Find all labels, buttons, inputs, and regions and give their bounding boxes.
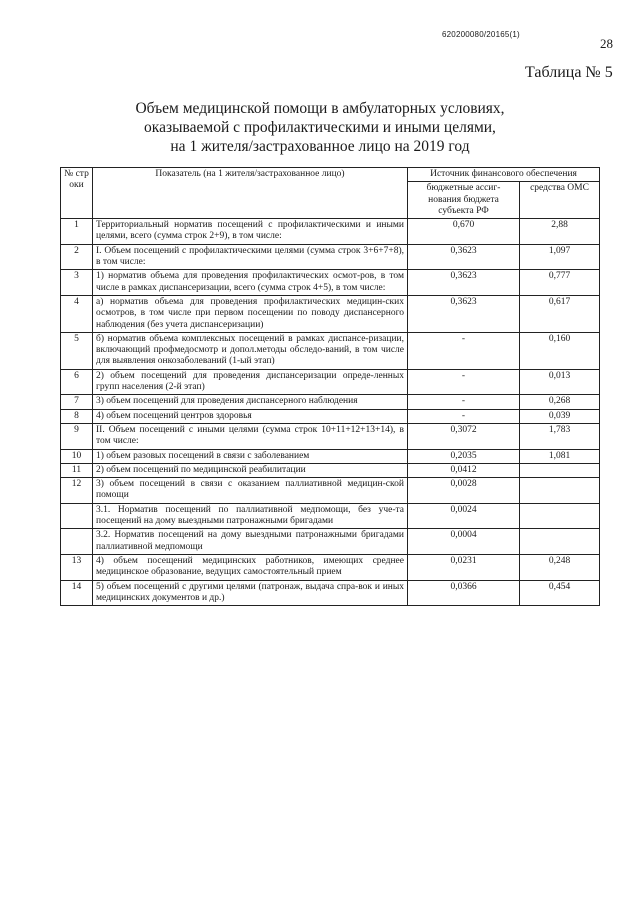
table-row <box>61 270 600 296</box>
budget-value-cell: 0,3072 <box>408 423 520 449</box>
indicator-cell: 1) объем разовых посещений в связи с заболеванием <box>93 449 408 463</box>
row-number-cell: 7 <box>61 395 93 409</box>
table-row <box>61 463 600 477</box>
oms-value-cell <box>520 529 600 555</box>
volume-table <box>60 167 600 606</box>
oms-value-cell: 0,454 <box>520 580 600 606</box>
title-line: Объем медицинской помощи в амбулаторных условиях, <box>135 100 505 117</box>
oms-value-cell <box>520 478 600 504</box>
budget-value-cell: 0,3623 <box>408 295 520 332</box>
indicator-cell: 5) объем посещений с другими целями (патронаж, выдача спра-вок и иных медицинских документов и др.) <box>93 580 408 606</box>
oms-value-cell: 0,039 <box>520 409 600 423</box>
oms-value-cell <box>520 463 600 477</box>
oms-value-cell: 2,88 <box>520 219 600 245</box>
oms-value-cell: 0,013 <box>520 369 600 395</box>
table-row <box>61 423 600 449</box>
budget-value-cell: 0,0231 <box>408 554 520 580</box>
header-oms: средства ОМС <box>520 182 600 219</box>
oms-value-cell: 0,160 <box>520 332 600 369</box>
indicator-cell: II. Объем посещений с иными целями (сумма строк 10+11+12+13+14), в том числе: <box>93 423 408 449</box>
row-number-cell <box>61 503 93 529</box>
page-number: 28 <box>600 36 613 51</box>
row-number-cell: 14 <box>61 580 93 606</box>
oms-value-cell: 0,248 <box>520 554 600 580</box>
document-title <box>80 99 560 156</box>
header-indicator: Показатель (на 1 жителя/застрахованное лицо) <box>93 168 408 219</box>
indicator-cell: б) норматив объема комплексных посещений в рамках диспансе-ризации, включающий профмедосмотр и допол.методы обследо-ваний, в том числе для выявления онкозаболеваний (1-ый этап) <box>93 332 408 369</box>
title-line: оказываемой с профилактическими и иными целями, <box>144 119 496 136</box>
row-number-cell: 3 <box>61 270 93 296</box>
table-row <box>61 449 600 463</box>
budget-value-cell: 0,0024 <box>408 503 520 529</box>
row-number-cell: 11 <box>61 463 93 477</box>
header-source: Источник финансового обеспечения <box>408 168 600 182</box>
row-number-cell: 5 <box>61 332 93 369</box>
table-row <box>61 554 600 580</box>
indicator-cell: I. Объем посещений с профилактическими целями (сумма строк 3+6+7+8), в том числе: <box>93 244 408 270</box>
indicator-cell: 4) объем посещений медицинских работников, имеющих среднее медицинское образование, ведущих самостоятельный прием <box>93 554 408 580</box>
budget-value-cell: - <box>408 369 520 395</box>
table-row <box>61 295 600 332</box>
header-row-number: № стр оки <box>61 168 93 219</box>
oms-value-cell: 1,081 <box>520 449 600 463</box>
indicator-cell: 1) норматив объема для проведения профилактических осмот-ров, в том числе в рамках диспансеризации, всего (сумма строк 4+5), в том числе: <box>93 270 408 296</box>
table-row <box>61 503 600 529</box>
table-row <box>61 529 600 555</box>
budget-value-cell: 0,670 <box>408 219 520 245</box>
budget-value-cell: 0,3623 <box>408 270 520 296</box>
budget-value-cell: 0,0004 <box>408 529 520 555</box>
indicator-cell: а) норматив объема для проведения профилактических медицин-ских осмотров, в том числе при первом посещении по поводу диспансерного наблюдения (без учета диспансеризации) <box>93 295 408 332</box>
row-number-cell: 1 <box>61 219 93 245</box>
indicator-cell: 3.2. Норматив посещений на дому выездными патронажными бригадами паллиативной медпомощи <box>93 529 408 555</box>
budget-value-cell: - <box>408 332 520 369</box>
table-row <box>61 219 600 245</box>
table-row <box>61 580 600 606</box>
table-row <box>61 244 600 270</box>
row-number-cell: 12 <box>61 478 93 504</box>
table-label: Таблица № 5 <box>525 64 613 81</box>
row-number-cell <box>61 529 93 555</box>
row-number-cell: 9 <box>61 423 93 449</box>
row-number-cell: 8 <box>61 409 93 423</box>
oms-value-cell: 0,777 <box>520 270 600 296</box>
row-number-cell: 2 <box>61 244 93 270</box>
oms-value-cell: 0,268 <box>520 395 600 409</box>
document-id: 620200080/20165(1) <box>442 30 520 39</box>
indicator-cell: 2) объем посещений по медицинской реабилитации <box>93 463 408 477</box>
oms-value-cell: 1,783 <box>520 423 600 449</box>
budget-value-cell: 0,2035 <box>408 449 520 463</box>
table-row <box>61 332 600 369</box>
oms-value-cell <box>520 503 600 529</box>
budget-value-cell: 0,3623 <box>408 244 520 270</box>
budget-value-cell: 0,0412 <box>408 463 520 477</box>
table-body <box>61 219 600 606</box>
indicator-cell: 3) объем посещений для проведения диспансерного наблюдения <box>93 395 408 409</box>
budget-value-cell: - <box>408 409 520 423</box>
table-row <box>61 478 600 504</box>
table-row <box>61 409 600 423</box>
row-number-cell: 6 <box>61 369 93 395</box>
indicator-cell: 3.1. Норматив посещений по паллиативной медпомощи, без уче-та посещений на дому выездными патронажными бригадами <box>93 503 408 529</box>
budget-value-cell: 0,0028 <box>408 478 520 504</box>
indicator-cell: 3) объем посещений в связи с оказанием паллиативной медицин-ской помощи <box>93 478 408 504</box>
table-row <box>61 369 600 395</box>
indicator-cell: 2) объем посещений для проведения диспансеризации опреде-ленных групп населения (2-й этап) <box>93 369 408 395</box>
table-row <box>61 395 600 409</box>
title-line: на 1 жителя/застрахованное лицо на 2019 год <box>170 138 470 155</box>
header-budget: бюджетные ассиг-нования бюджета субъекта РФ <box>408 182 520 219</box>
row-number-cell: 4 <box>61 295 93 332</box>
budget-value-cell: - <box>408 395 520 409</box>
indicator-cell: Территориальный норматив посещений с профилактическими и иными целями, всего (сумма строк 2+9), в том числе: <box>93 219 408 245</box>
oms-value-cell: 1,097 <box>520 244 600 270</box>
row-number-cell: 13 <box>61 554 93 580</box>
row-number-cell: 10 <box>61 449 93 463</box>
oms-value-cell: 0,617 <box>520 295 600 332</box>
budget-value-cell: 0,0366 <box>408 580 520 606</box>
indicator-cell: 4) объем посещений центров здоровья <box>93 409 408 423</box>
